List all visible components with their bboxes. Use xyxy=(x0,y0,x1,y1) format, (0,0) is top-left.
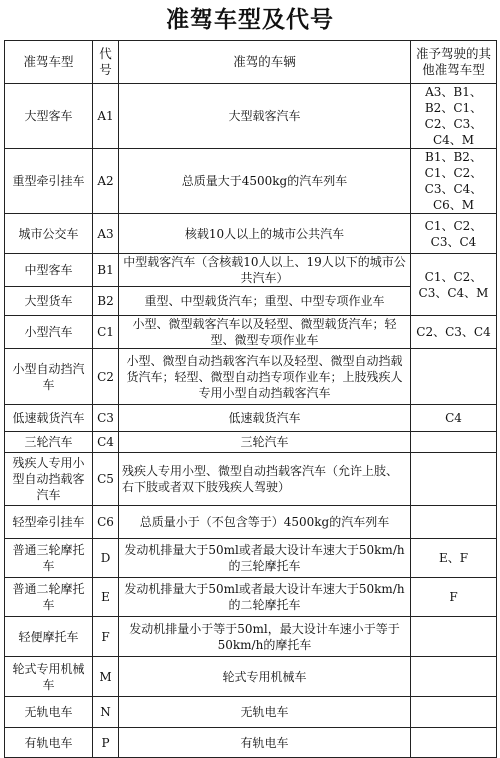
page-title: 准驾车型及代号 xyxy=(166,7,334,33)
cell-vehicles: 无轨电车 xyxy=(119,697,411,728)
cell-vehicles: 低速载货汽车 xyxy=(119,405,411,432)
cell-type: 大型客车 xyxy=(5,84,93,149)
cell-other-empty xyxy=(411,349,497,405)
cell-vehicles: 残疾人专用小型、微型自动挡载客汽车（允许上肢、右下肢或者双下肢残疾人驾驶） xyxy=(119,453,411,506)
cell-type: 大型货车 xyxy=(5,287,93,316)
table-row xyxy=(5,453,497,506)
cell-code: N xyxy=(93,697,119,728)
cell-other: F xyxy=(411,578,497,617)
header-vehicles: 准驾的车辆 xyxy=(119,41,411,84)
header-other: 准予驾驶的其他准驾车型 xyxy=(411,41,497,84)
table-row xyxy=(5,578,497,617)
table-row xyxy=(5,349,497,405)
cell-other: E、F xyxy=(411,539,497,578)
cell-code: A3 xyxy=(93,214,119,254)
header-type: 准驾车型 xyxy=(5,41,93,84)
cell-code: C1 xyxy=(93,316,119,349)
cell-type: 轮式专用机械车 xyxy=(5,657,93,697)
cell-code: B1 xyxy=(93,254,119,287)
cell-code: B2 xyxy=(93,287,119,316)
table-row xyxy=(5,506,497,539)
cell-other-empty xyxy=(411,453,497,506)
cell-other-empty xyxy=(411,657,497,697)
cell-code: P xyxy=(93,728,119,758)
cell-vehicles: 有轨电车 xyxy=(119,728,411,758)
cell-vehicles: 发动机排量大于50ml或者最大设计车速大于50km/h的三轮摩托车 xyxy=(119,539,411,578)
table-row xyxy=(5,539,497,578)
cell-vehicles: 发动机排量大于50ml或者最大设计车速大于50km/h的二轮摩托车 xyxy=(119,578,411,617)
cell-other-empty xyxy=(411,432,497,453)
table-row xyxy=(5,405,497,432)
cell-other: A3、B1、B2、C1、C2、C3、C4、M xyxy=(411,84,497,149)
cell-type: 普通二轮摩托车 xyxy=(5,578,93,617)
table-row xyxy=(5,697,497,728)
table-header-row xyxy=(5,41,497,84)
cell-code: E xyxy=(93,578,119,617)
cell-code: C2 xyxy=(93,349,119,405)
cell-type: 普通三轮摩托车 xyxy=(5,539,93,578)
cell-code: D xyxy=(93,539,119,578)
cell-type: 低速载货汽车 xyxy=(5,405,93,432)
cell-vehicles: 发动机排量小于等于50ml，最大设计车速小于等于50km/h的摩托车 xyxy=(119,617,411,657)
cell-vehicles: 轮式专用机械车 xyxy=(119,657,411,697)
cell-type: 小型汽车 xyxy=(5,316,93,349)
cell-other-merged: C1、C2、C3、C4、M xyxy=(411,254,497,316)
header-code: 代号 xyxy=(93,41,119,84)
cell-other: C2、C3、C4 xyxy=(411,316,497,349)
cell-type: 轻型牵引挂车 xyxy=(5,506,93,539)
license-class-table xyxy=(4,40,497,758)
cell-vehicles: 重型、中型载货汽车；重型、中型专项作业车 xyxy=(119,287,411,316)
table-row xyxy=(5,214,497,254)
table-row xyxy=(5,728,497,758)
cell-code: C6 xyxy=(93,506,119,539)
cell-type: 轻便摩托车 xyxy=(5,617,93,657)
cell-other: B1、B2、C1、C2、C3、C4、C6、M xyxy=(411,149,497,214)
cell-other: C1、C2、C3、C4 xyxy=(411,214,497,254)
cell-vehicles: 大型载客汽车 xyxy=(119,84,411,149)
cell-vehicles: 中型载客汽车（含核载10人以上、19人以下的城市公共汽车） xyxy=(119,254,411,287)
cell-vehicles: 三轮汽车 xyxy=(119,432,411,453)
cell-type: 残疾人专用小型自动挡载客汽车 xyxy=(5,453,93,506)
table-row xyxy=(5,84,497,149)
cell-code: M xyxy=(93,657,119,697)
cell-code: C5 xyxy=(93,453,119,506)
cell-type: 无轨电车 xyxy=(5,697,93,728)
cell-type: 小型自动挡汽车 xyxy=(5,349,93,405)
cell-code: C4 xyxy=(93,432,119,453)
table-row xyxy=(5,254,497,287)
cell-other-empty xyxy=(411,728,497,758)
table-row xyxy=(5,617,497,657)
cell-type: 城市公交车 xyxy=(5,214,93,254)
table-row xyxy=(5,432,497,453)
cell-other-empty xyxy=(411,697,497,728)
cell-type: 中型客车 xyxy=(5,254,93,287)
cell-code: A2 xyxy=(93,149,119,214)
cell-vehicles: 核载10人以上的城市公共汽车 xyxy=(119,214,411,254)
table-row xyxy=(5,316,497,349)
table-row xyxy=(5,149,497,214)
table-row xyxy=(5,657,497,697)
cell-type: 有轨电车 xyxy=(5,728,93,758)
cell-type: 三轮汽车 xyxy=(5,432,93,453)
cell-other: C4 xyxy=(411,405,497,432)
cell-other-empty xyxy=(411,617,497,657)
cell-type: 重型牵引挂车 xyxy=(5,149,93,214)
cell-vehicles: 小型、微型载客汽车以及轻型、微型载货汽车；轻型、微型专项作业车 xyxy=(119,316,411,349)
cell-code: A1 xyxy=(93,84,119,149)
cell-other-empty xyxy=(411,506,497,539)
cell-code: C3 xyxy=(93,405,119,432)
cell-vehicles: 总质量小于（不包含等于）4500kg的汽车列车 xyxy=(119,506,411,539)
cell-code: F xyxy=(93,617,119,657)
cell-vehicles: 总质量大于4500kg的汽车列车 xyxy=(119,149,411,214)
cell-vehicles: 小型、微型自动挡载客汽车以及轻型、微型自动挡载货汽车；轻型、微型自动挡专项作业车；上肢残疾人专用小型自动挡载客汽车 xyxy=(119,349,411,405)
